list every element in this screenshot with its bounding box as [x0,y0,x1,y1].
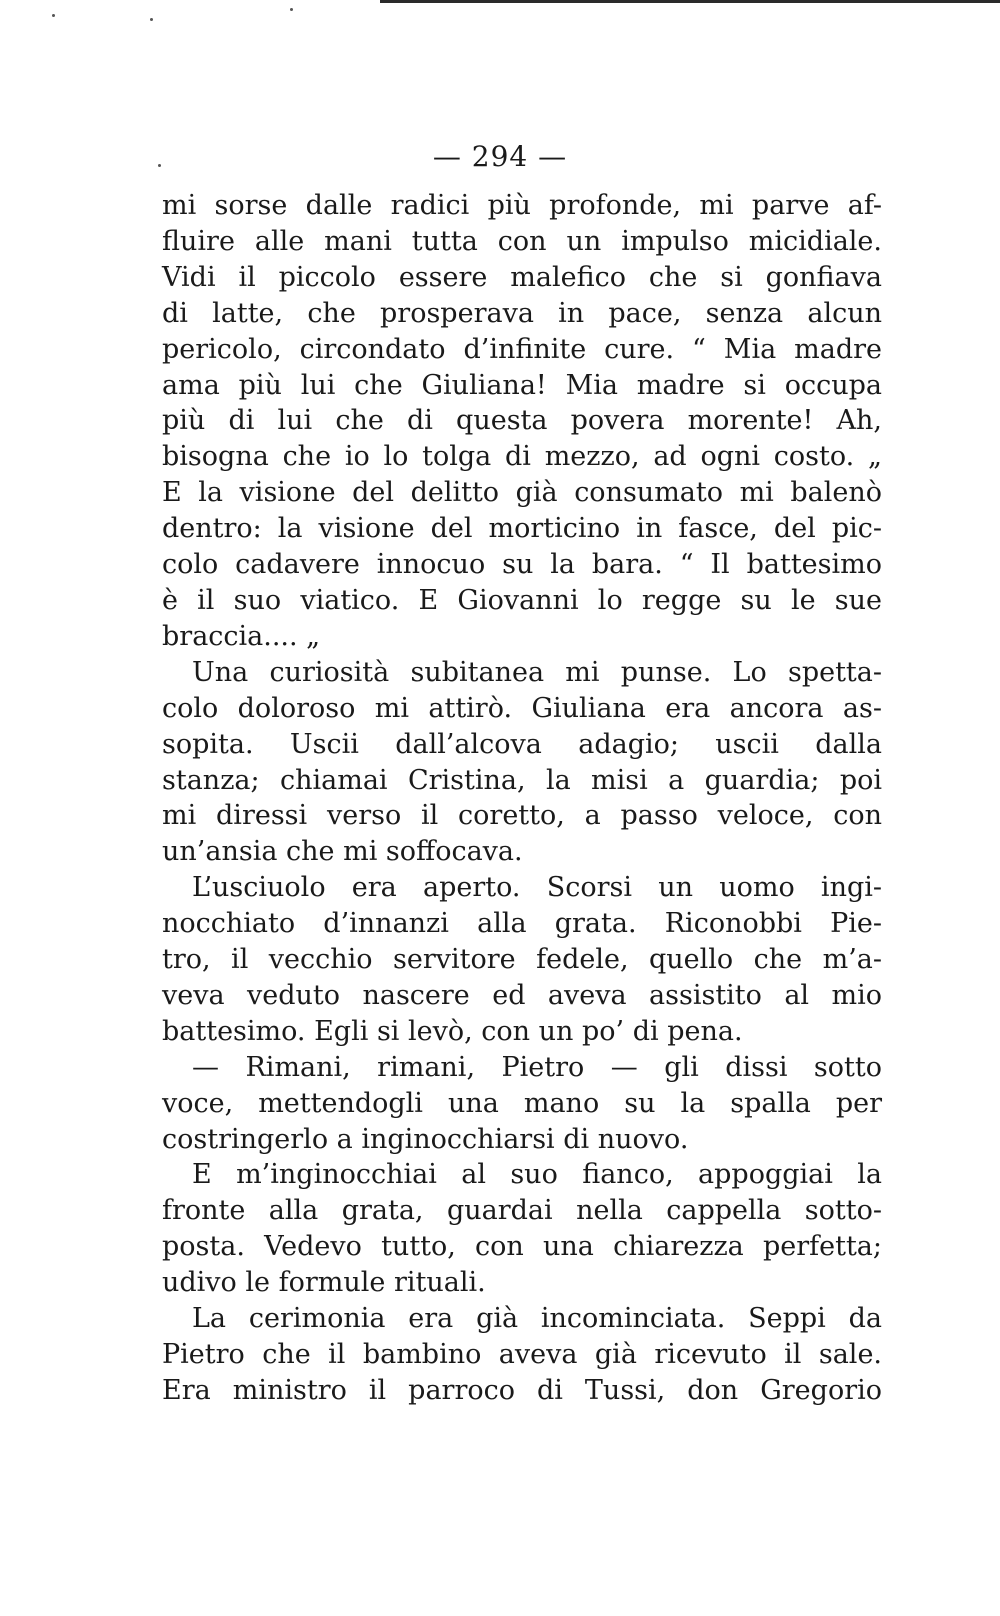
paper-speck [52,14,55,17]
text-line: tro, il vecchio servitore fedele, quello che m’a- [162,944,882,976]
text-line: E m’inginocchiai al suo fianco, appoggiai la [192,1159,882,1191]
text-line: E la visione del delitto già consumato mi balenò [162,477,882,509]
text-line: stanza; chiamai Cristina, la misi a guardia; poi [162,764,882,796]
text-line: La cerimonia era già incominciata. Seppi da [192,1303,882,1335]
text-line: mi sorse dalle radici più profonde, mi parve af- [162,190,882,221]
text-line: mi diressi verso il coretto, a passo veloce, con [162,800,882,832]
text-line: ama più lui che Giuliana! Mia madre si occupa [162,369,882,401]
text-line: colo cadavere innocuo su la bara. “ Il battesimo [162,549,882,581]
text-line: — Rimani, rimani, Pietro — gli dissi sotto [192,1051,882,1083]
body-text [162,188,882,1409]
text-line: Vidi il piccolo essere malefico che si gonfiava [162,261,882,293]
paper-speck [290,8,293,11]
text-line: un’ansia che mi soffocava. [162,836,523,868]
text-line: pericolo, circondato d’infinite cure. “ Mia madre [162,333,882,365]
text-line: Pietro che il bambino aveva già ricevuto il sale. [162,1339,882,1370]
text-line: sopita. Uscii dall’alcova adagio; uscii dalla [162,728,882,760]
text-line: nocchiato d’innanzi alla grata. Riconobbi Pie- [162,908,882,940]
text-line: L’usciuolo era aperto. Scorsi un uomo ingi- [192,872,882,904]
text-line: udivo le formule rituali. [162,1267,486,1299]
paper-speck [150,18,153,21]
page-top-edge [380,0,1000,3]
text-line: di latte, che prosperava in pace, senza alcun [162,297,882,329]
text-line: Era ministro il parroco di Tussi, don Gregorio [162,1374,882,1406]
text-line: bisogna che io lo tolga di mezzo, ad ogni costo. „ [162,441,882,473]
text-line: colo doloroso mi attirò. Giuliana era ancora as- [162,692,882,724]
text-line: è il suo viatico. E Giovanni lo regge su le sue [162,584,882,616]
text-line: fluire alle mani tutta con un impulso micidiale. [162,225,882,257]
text-line: più di lui che di questa povera morente! Ah, [162,405,882,437]
text-line: fronte alla grata, guardai nella cappella sotto- [162,1195,882,1227]
text-line: voce, mettendogli una mano su la spalla per [162,1087,882,1119]
text-line: braccia.... „ [162,620,321,652]
text-line: dentro: la visione del morticino in fasce, del pic- [162,513,882,545]
text-line: posta. Vedevo tutto, con una chiarezza perfetta; [162,1231,882,1263]
text-line: costringerlo a inginocchiarsi di nuovo. [162,1123,689,1155]
text-line: Una curiosità subitanea mi punse. Lo spetta- [192,656,882,688]
page-number: — 294 — [432,140,568,173]
text-line: veva veduto nascere ed aveva assistito al mio [162,979,882,1011]
text-line: battesimo. Egli si levò, con un po’ di pena. [162,1015,743,1047]
